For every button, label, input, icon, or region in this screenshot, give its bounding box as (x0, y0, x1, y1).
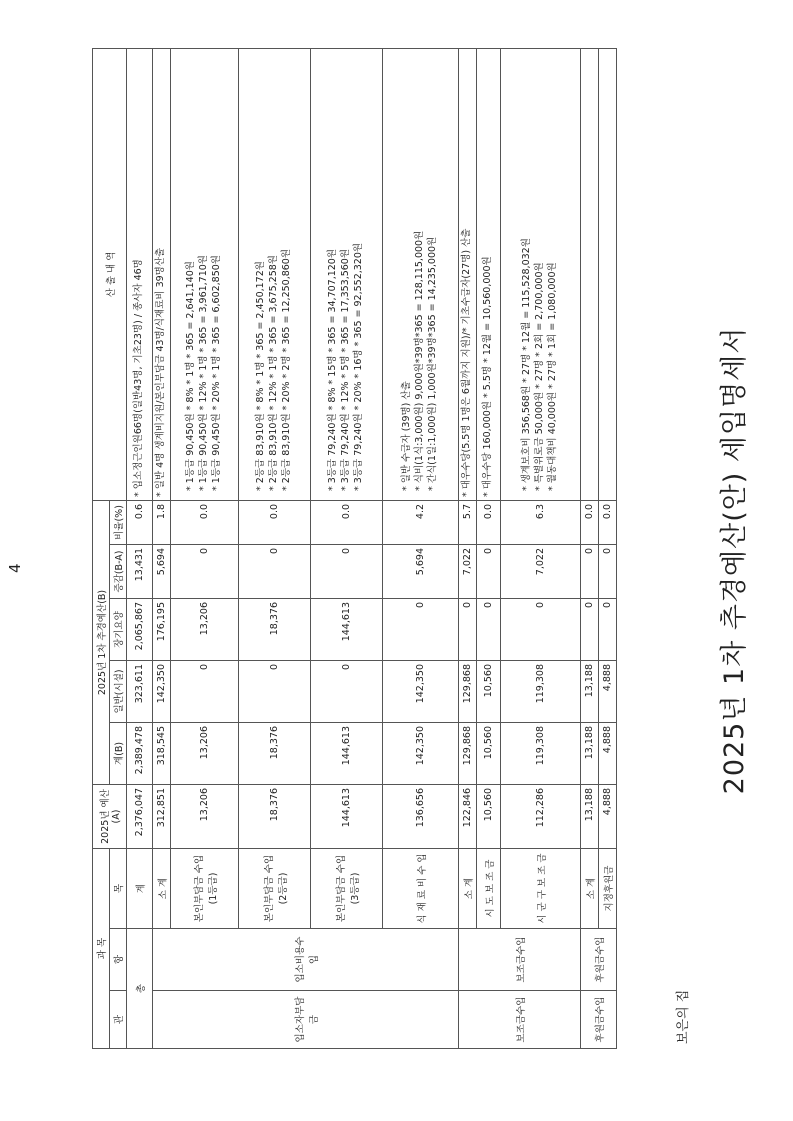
grade2-gen: 0 (239, 660, 311, 722)
col-mok: 목 (110, 848, 127, 928)
grade1-a: 13,206 (171, 784, 239, 848)
col-longterm: 장기요양 (110, 598, 127, 660)
grade1-line: * 1등급 90,450원 * 20% * 1명 * 365 = 6,602,850원 (210, 255, 222, 491)
sec3-sub-a: 13,188 (581, 784, 599, 848)
grade2-line: * 2등급 83,910원 * 8% * 1명 * 365 = 2,450,172원 (255, 261, 267, 491)
grade3-ratio: 0.0 (311, 500, 383, 544)
sec1-sub-lt: 176,195 (153, 598, 171, 660)
col-total: 계(B) (110, 722, 127, 784)
food-line: * 간식(1일:1,000원) 1,000원*39명*365 = 14,235,000원 (426, 236, 438, 491)
gun-gen: 119,308 (501, 660, 581, 722)
table-row-sec1-subtotal (153, 48, 171, 1048)
gun-ratio: 6.3 (501, 500, 581, 544)
gun-lt: 0 (501, 598, 581, 660)
sec3-hang: 후원금수입 (581, 929, 617, 991)
grade2-mok: 본인부담금 수입(2등급) (239, 848, 311, 928)
header-row-1 (93, 48, 110, 1048)
food-line: * 식비(1식:3,000원) 9,000원*39명*365 = 128,115,000원 (414, 230, 426, 491)
designated-diff: 0 (599, 544, 617, 598)
grade2-line: * 2등급 83,910원 * 20% * 2명 * 365 = 12,250,860원 (280, 248, 292, 491)
gun-b: 119,308 (501, 722, 581, 784)
col-supp-b: 2025년 1차 추경예산(B) (93, 500, 110, 784)
sec2-sub-a: 122,846 (459, 784, 477, 848)
total-diff: 13,431 (127, 544, 153, 598)
sec1-sub-diff: 5,694 (153, 544, 171, 598)
table-row-sec2-subtotal (459, 48, 477, 1048)
food-diff: 5,694 (383, 544, 459, 598)
table-row-sec3-subtotal (581, 48, 599, 1048)
col-ratio: 비율(%) (110, 500, 127, 544)
col-hang: 항 (110, 929, 127, 991)
table-row-designated (599, 48, 617, 1048)
grade1-detail (171, 48, 239, 500)
food-lt: 0 (383, 598, 459, 660)
food-line: * 일반 수급자 (39명) 산출 (401, 381, 413, 491)
grade3-diff: 0 (311, 544, 383, 598)
table-row-grade1 (171, 48, 239, 1048)
table-row-si-subsidy (477, 48, 501, 1048)
grade2-b: 18,376 (239, 722, 311, 784)
designated-gen: 4,888 (599, 660, 617, 722)
grade3-line: * 3등급 79,240원 * 12% * 5명 * 365 = 17,353,560원 (340, 248, 352, 491)
total-mok: 계 (127, 848, 153, 928)
sec3-sub-diff: 0 (581, 544, 599, 598)
grade2-a: 18,376 (239, 784, 311, 848)
si-ratio: 0.0 (477, 500, 501, 544)
table-row-food (383, 48, 459, 1048)
si-lt: 0 (477, 598, 501, 660)
sec3-sub-ratio: 0.0 (581, 500, 599, 544)
sec1-sub-mok: 소 계 (153, 848, 171, 928)
grade2-detail (239, 48, 311, 500)
gun-a: 112,286 (501, 784, 581, 848)
total-a: 2,376,047 (127, 784, 153, 848)
sec1-gwan: 입소자부담금 (153, 991, 459, 1049)
food-mok: 식 재 료 비 수 입 (383, 848, 459, 928)
col-gwan: 관 (110, 991, 127, 1049)
si-diff: 0 (477, 544, 501, 598)
sec3-sub-lt: 0 (581, 598, 599, 660)
grade2-lt: 18,376 (239, 598, 311, 660)
grade3-lt: 144,613 (311, 598, 383, 660)
si-b: 10,560 (477, 722, 501, 784)
sec3-sub-gen: 13,188 (581, 660, 599, 722)
grade3-b: 144,613 (311, 722, 383, 784)
si-detail: * 대우수당 160,000원 * 5.5명 * 12월 = 10,560,000원 (477, 48, 501, 500)
si-a: 10,560 (477, 784, 501, 848)
gun-line: * 특별위로금 50,000원 * 27명 * 2회 = 2,700,000원 (534, 262, 546, 491)
page-number: 4 (6, 563, 24, 573)
sec2-sub-gen: 129,868 (459, 660, 477, 722)
grade1-diff: 0 (171, 544, 239, 598)
designated-ratio: 0.0 (599, 500, 617, 544)
grade1-line: * 1등급 90,450원 * 8% * 1명 * 365 = 2,641,140원 (185, 261, 197, 491)
food-a: 136,656 (383, 784, 459, 848)
gun-line: * 생계보호비 356,568원 * 27명 * 12월 = 115,528,032원 (521, 238, 533, 491)
food-detail (383, 48, 459, 500)
page-title: 2025년 1차 추경예산(안) 세입명세서 (719, 326, 750, 795)
food-ratio: 4.2 (383, 500, 459, 544)
table-row-total (127, 48, 153, 1048)
sec1-sub-gen: 142,350 (153, 660, 171, 722)
gun-line: * 월동대책비 40,000원 * 27명 * 1회 = 1,080,000원 (546, 262, 558, 491)
grade1-mok: 본인부담금 수입(1등급) (171, 848, 239, 928)
grade1-gen: 0 (171, 660, 239, 722)
food-gen: 142,350 (383, 660, 459, 722)
sec2-sub-b: 129,868 (459, 722, 477, 784)
grade3-mok: 본인부담금 수입(3등급) (311, 848, 383, 928)
grade3-line: * 3등급 79,240원 * 8% * 15명 * 365 = 34,707,120원 (327, 248, 339, 491)
grade1-line: * 1등급 90,450원 * 12% * 1명 * 365 = 3,961,710원 (198, 255, 210, 491)
col-budget-a: 2025년 예산(A) (93, 784, 127, 848)
organization-name: 보은의 집 (676, 989, 691, 1044)
col-general: 일반(시설) (110, 660, 127, 722)
sec2-sub-ratio: 5.7 (459, 500, 477, 544)
total-gen: 323,611 (127, 660, 153, 722)
sec2-sub-mok: 소 계 (459, 848, 477, 928)
table-row-gun-subsidy (501, 48, 581, 1048)
sec2-sub-lt: 0 (459, 598, 477, 660)
col-diff: 증감(B-A) (110, 544, 127, 598)
grade1-lt: 13,206 (171, 598, 239, 660)
sec1-sub-detail: * 일반 4명 생계비지원/본인부담금 43명/식재료비 39명산출 (153, 48, 171, 500)
total-lt: 2,065,867 (127, 598, 153, 660)
si-mok: 시 도 보 조 금 (477, 848, 501, 928)
food-b: 142,350 (383, 722, 459, 784)
table-row-grade3 (311, 48, 383, 1048)
grade2-ratio: 0.0 (239, 500, 311, 544)
grade3-line: * 3등급 79,240원 * 20% * 16명 * 365 = 92,552,320원 (352, 242, 364, 491)
designated-a: 4,888 (599, 784, 617, 848)
sec2-gwan: 보조금수입 (459, 991, 581, 1049)
sec2-sub-detail: * 대우수당(5.5명 1명은 6월까지 지원)/* 기초수급자(27명) 산출 (459, 48, 477, 500)
total-ratio: 0.6 (127, 500, 153, 544)
sec1-sub-a: 312,851 (153, 784, 171, 848)
sec1-sub-ratio: 1.8 (153, 500, 171, 544)
sec2-hang: 보조금수입 (459, 929, 581, 991)
gun-detail (501, 48, 581, 500)
grade2-line: * 2등급 83,910원 * 12% * 1명 * 365 = 3,675,258원 (268, 255, 280, 491)
sec1-sub-b: 318,545 (153, 722, 171, 784)
designated-detail (599, 48, 617, 500)
sec3-sub-detail (581, 48, 599, 500)
sec1-hang: 입소비용수입 (153, 929, 459, 991)
total-detail: * 입소정근인원66명(일반43명, 기초23명) / 종사자 46명 (127, 48, 153, 500)
designated-lt: 0 (599, 598, 617, 660)
si-gen: 10,560 (477, 660, 501, 722)
designated-b: 4,888 (599, 722, 617, 784)
gun-mok: 시 군 구 보 조 금 (501, 848, 581, 928)
grade2-diff: 0 (239, 544, 311, 598)
grade3-a: 144,613 (311, 784, 383, 848)
sec3-sub-mok: 소 계 (581, 848, 599, 928)
total-b: 2,389,478 (127, 722, 153, 784)
revenue-table (92, 48, 617, 1049)
grade1-ratio: 0.0 (171, 500, 239, 544)
grade3-detail (311, 48, 383, 500)
col-category: 과 목 (93, 848, 110, 1048)
col-detail: 산 출 내 역 (93, 48, 127, 500)
total-label: 총 (127, 929, 153, 1049)
designated-mok: 지정후원금 (599, 848, 617, 928)
grade1-b: 13,206 (171, 722, 239, 784)
table-row-grade2 (239, 48, 311, 1048)
sec2-sub-diff: 7,022 (459, 544, 477, 598)
sec3-sub-b: 13,188 (581, 722, 599, 784)
gun-diff: 7,022 (501, 544, 581, 598)
grade3-gen: 0 (311, 660, 383, 722)
sec3-gwan: 후원금수입 (581, 991, 617, 1049)
